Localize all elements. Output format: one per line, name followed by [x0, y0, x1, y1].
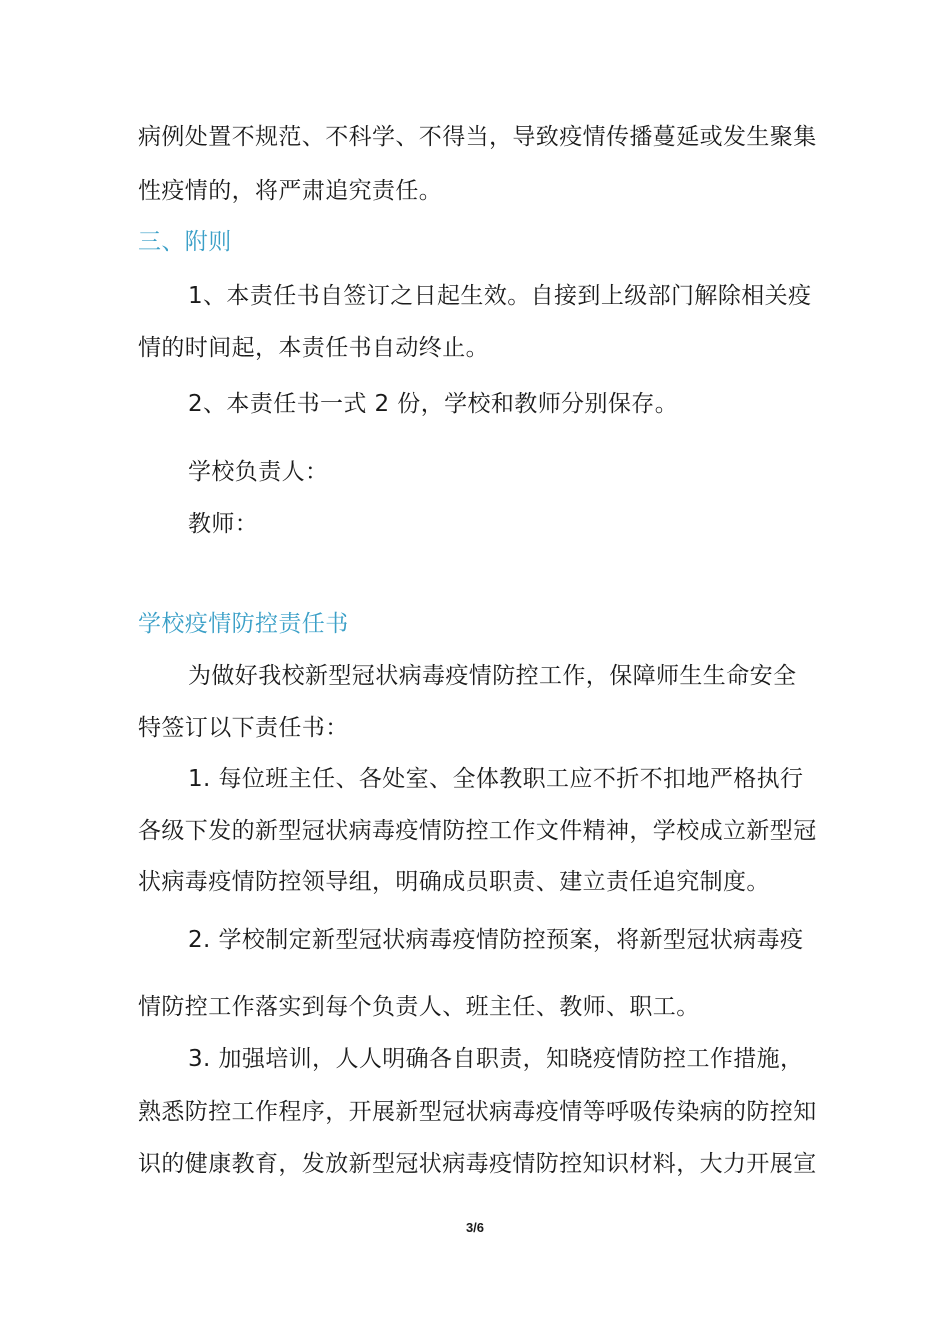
body-text-line: 情防控工作落实到每个负责人、班主任、教师、职工。	[138, 994, 700, 1020]
body-text-line: 各级下发的新型冠状病毒疫情防控工作文件精神，学校成立新型冠	[138, 818, 817, 844]
body-text-line: 2、本责任书一式 2 份，学校和教师分别保存。	[188, 391, 679, 417]
section-heading-appendix: 三、附则	[138, 229, 232, 255]
body-text-line: 2. 学校制定新型冠状病毒疫情防控预案，将新型冠状病毒疫	[188, 927, 804, 953]
body-text-line: 为做好我校新型冠状病毒疫情防控工作，保障师生生命安全	[188, 663, 797, 689]
body-text-line: 特签订以下责任书：	[138, 715, 349, 741]
body-text-line: 病例处置不规范、不科学、不得当，导致疫情传播蔓延或发生聚集	[138, 124, 817, 150]
body-text-line: 状病毒疫情防控领导组，明确成员职责、建立责任追究制度。	[138, 869, 770, 895]
signature-label-teacher: 教师：	[188, 511, 259, 537]
body-text-line: 性疫情的，将严肃追究责任。	[138, 178, 443, 204]
body-text-line: 3. 加强培训，人人明确各自职责，知晓疫情防控工作措施，	[188, 1046, 804, 1072]
body-text-line: 情的时间起，本责任书自动终止。	[138, 335, 489, 361]
signature-label-principal: 学校负责人：	[188, 459, 329, 485]
body-text-line: 1、本责任书自签订之日起生效。自接到上级部门解除相关疫	[188, 283, 812, 309]
body-text-line: 熟悉防控工作程序，开展新型冠状病毒疫情等呼吸传染病的防控知	[138, 1099, 817, 1125]
page-number: 3/6	[465, 1220, 485, 1235]
document-title: 学校疫情防控责任书	[138, 611, 349, 637]
body-text-line: 1. 每位班主任、各处室、全体教职工应不折不扣地严格执行	[188, 766, 804, 792]
body-text-line: 识的健康教育，发放新型冠状病毒疫情防控知识材料，大力开展宣	[138, 1151, 817, 1177]
